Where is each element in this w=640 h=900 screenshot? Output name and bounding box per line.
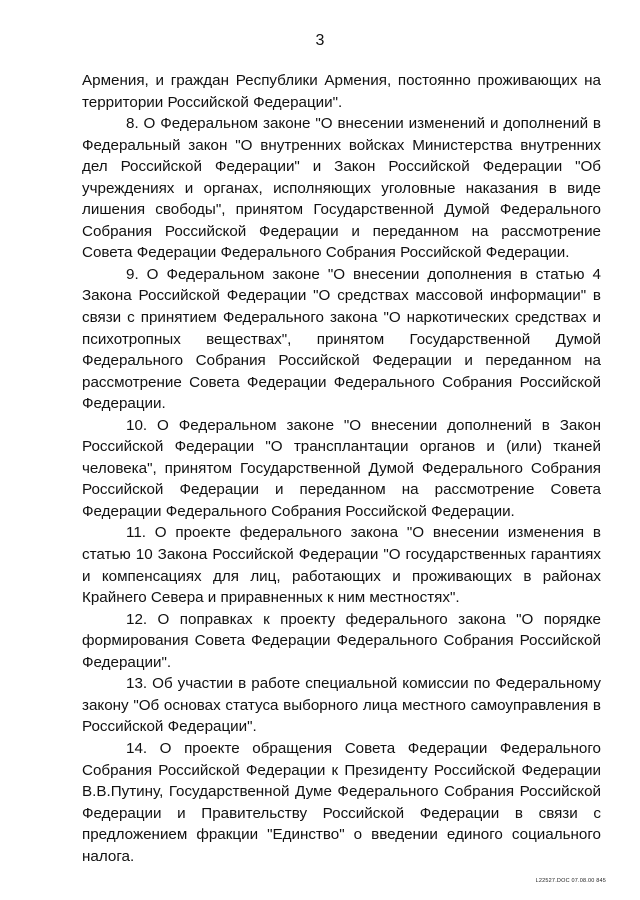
agenda-item-12: 12. О поправках к проекту федерального закона "О порядке формирования Совета Федерации Федерального Собрания Российской Федерации". [82,610,601,671]
agenda-item-11: 11. О проекте федерального закона "О внесении изменения в статью 10 Закона Российской Федерации "О государственных гарантиях и компенсациях для лиц, работающих и проживающих в районах Крайнего Севера и приравненных к ним местностях". [82,524,601,607]
agenda-item-14: 14. О проекте обращения Совета Федерации Федерального Собрания Российской Федерации к Президенту Российской Федерации В.В.Путину, Государственной Думе Федерального Собрания Российской Федерации и Правительству Российской Федерации в связи с предложением фракции "Единство" о введении единого социального налога. [82,739,601,865]
document-body [82,70,601,867]
agenda-item-13: 13. Об участии в работе специальной комиссии по Федеральному закону "Об основах статуса выборного лица местного самоуправления в Российской Федерации". [82,675,601,736]
agenda-item-9: 9. О Федеральном законе "О внесении дополнения в статью 4 Закона Российской Федерации "О средствах массовой информации" в связи с принятием Федерального закона "О наркотических средствах и психотропных веществах", принятом Государственной Думой Федерального Собрания Российской Федерации и переданном на рассмотрение Совета Федерации Федерального Собрания Российской Федерации. [82,265,601,413]
agenda-item-10: 10. О Федеральном законе "О внесении дополнений в Закон Российской Федерации "О трансплантации органов и (или) тканей человека", принятом Государственной Думой Федерального Собрания Российской Федерации и переданном на рассмотрение Совета Федерации Федерального Собрания Российской Федерации. [82,416,601,520]
agenda-item-8: 8. О Федеральном законе "О внесении изменений и дополнений в Федеральный закон "О внутренних войсках Министерства внутренних дел Российской Федерации" и Закон Российской Федерации "Об учреждениях и органах, исполняющих уголовные наказания в виде лишения свободы", принятом Государственной Думой Федерального Собрания Российской Федерации и переданном на рассмотрение Совета Федерации Федерального Собрания Российской Федерации. [82,115,601,262]
document-footer-tag: L22527.DOC 07.08.00 845 [535,878,606,884]
page-number: 3 [315,32,325,49]
paragraph-continuation: Армения, и граждан Республики Армения, постоянно проживающих на территории Российской Федерации". [82,72,601,111]
